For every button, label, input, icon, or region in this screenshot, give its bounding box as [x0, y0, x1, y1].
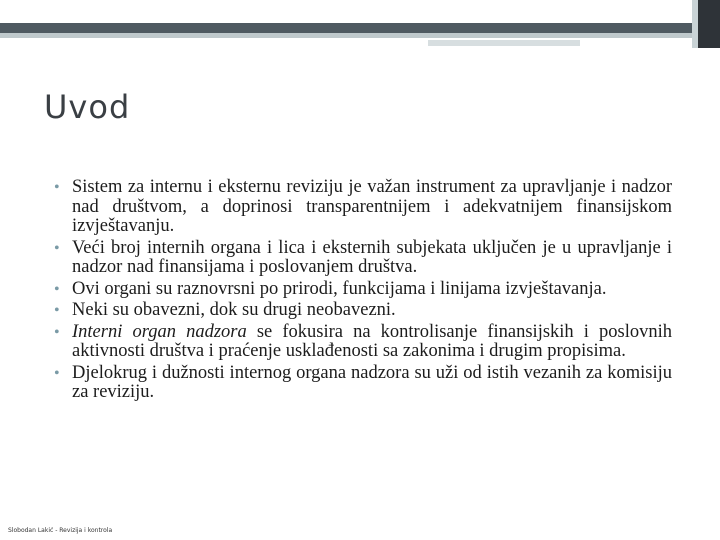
bullet-item — [52, 280, 672, 300]
top-stripe-light — [428, 40, 580, 46]
corner-block — [698, 0, 720, 48]
bullet-list — [52, 178, 672, 405]
bullet-dot-icon: • — [54, 323, 60, 341]
bullet-item — [52, 323, 672, 362]
bullet-dot-icon: • — [54, 364, 60, 382]
bullet-text: se fokusira na kontrolisanje finansijskih i poslovnih aktivnosti društva i praćenje usklađenosti sa zakonima i drugim propisima. — [72, 321, 672, 361]
bullet-dot-icon: • — [54, 239, 60, 257]
bullet-dot-icon: • — [54, 302, 60, 319]
slide-footer: Slobodan Lakić - Revizija i kontrola — [8, 527, 113, 534]
bullet-text: Sistem za internu i eksternu reviziju je važan instrument za upravljanje i nadzor nad društvom, a doprinosi transparentnijem i adekvatnijem finansijskom izvještavanju. — [72, 177, 672, 236]
top-decorative-band — [0, 0, 720, 48]
bullet-item — [52, 364, 672, 403]
bullet-dot-icon: • — [54, 179, 60, 196]
bullet-item — [52, 239, 672, 278]
bullet-item — [52, 178, 672, 237]
bullet-text: Ovi organi su raznovrsni po prirodi, funkcijama i linijama izvještavanja. — [72, 278, 607, 299]
bullet-text: Djelokrug i dužnosti internog organa nadzora su uži od istih vezanih za komisiju za reviziju. — [72, 362, 672, 402]
bullet-italic: Interni organ nadzora — [72, 321, 247, 342]
top-stripe-dark — [0, 23, 700, 33]
bullet-text: Veći broj internih organa i lica i eksternih subjekata uključen je u upravljanje i nadzor nad finansijama i poslovanjem društva. — [72, 237, 672, 277]
bullet-item — [52, 301, 672, 321]
bullet-text: Neki su obavezni, dok su drugi neobavezni. — [72, 300, 396, 320]
top-stripe-mid — [0, 33, 700, 38]
bullet-dot-icon: • — [54, 280, 60, 298]
slide-title: Uvod — [44, 88, 131, 126]
